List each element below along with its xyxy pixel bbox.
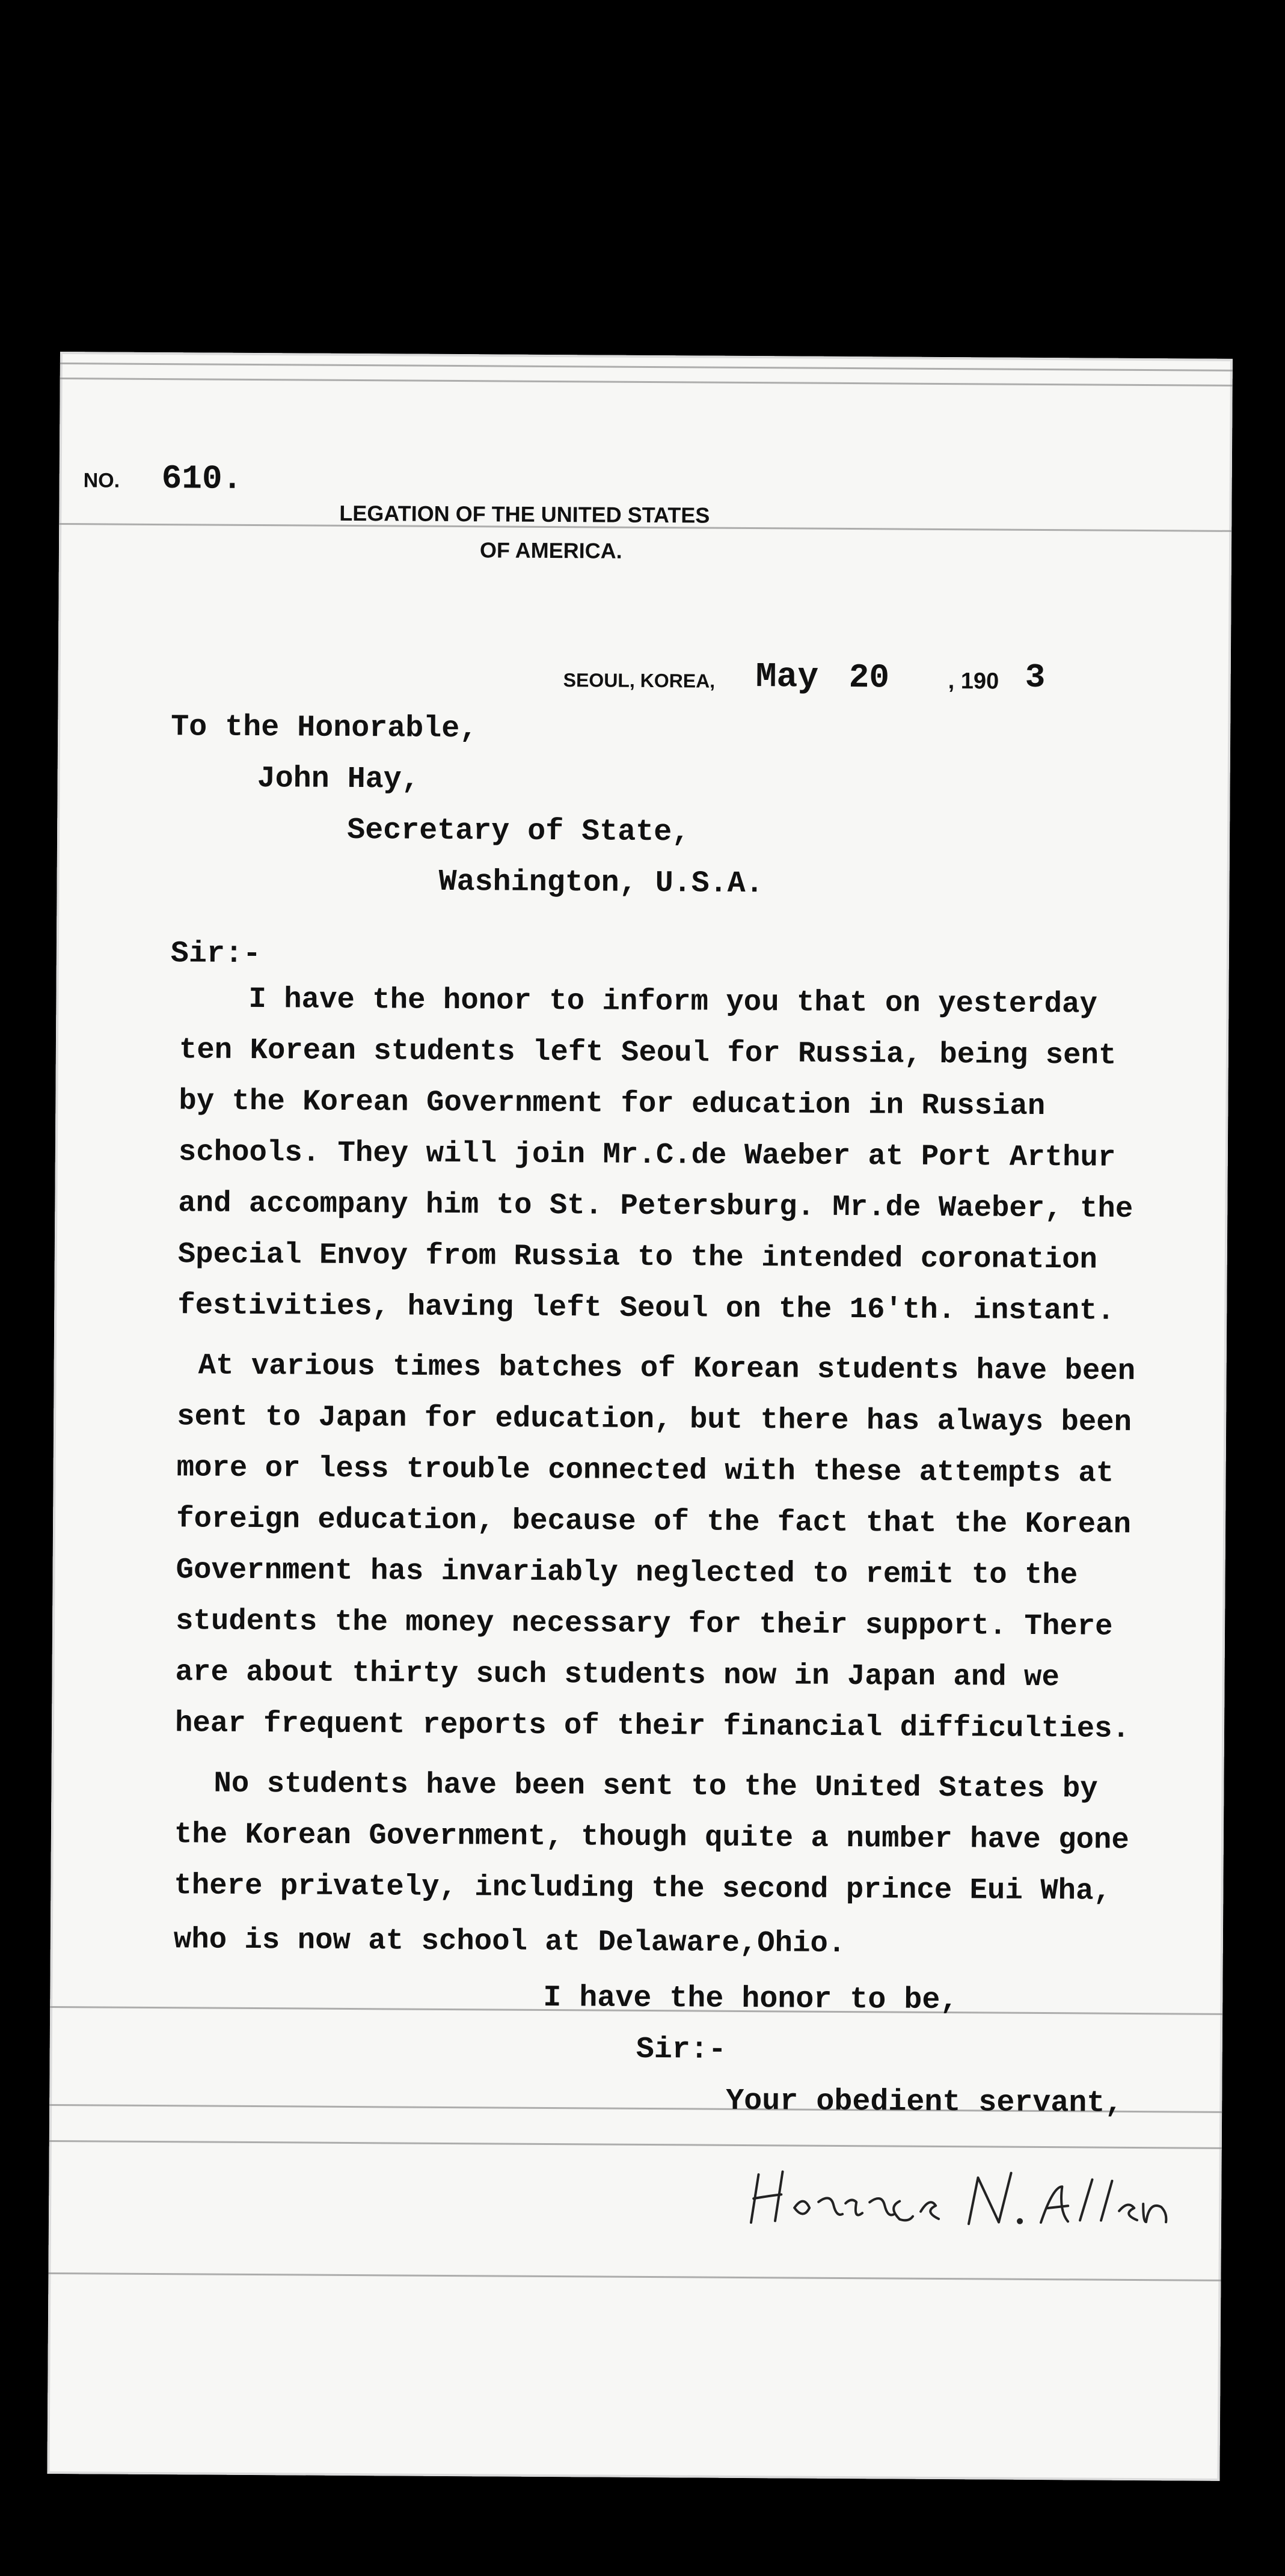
letter-number-label: NO. [83,469,120,492]
body-line: more or less trouble connected with these attempts at [176,1451,1114,1490]
letter-sheet [47,352,1233,2481]
dateline-year-prefix: , 190 [948,668,999,694]
closing-line3: Your obedient servant, [726,2084,1123,2121]
signature-handwritten [746,2165,1180,2234]
letterhead-org-line2: OF AMERICA. [479,537,622,563]
body-line: and accompany him to St. Petersburg. Mr.de Waeber, the [178,1186,1133,1226]
ruled-line [48,2272,1221,2281]
ruled-line [60,363,1233,372]
letter-number: 610. [161,459,243,498]
body-line: festivities, having left Seoul on the 16'th. instant. [177,1288,1115,1328]
body-line: are about thirty such students now in Japan and we [175,1655,1060,1695]
address-line2: John Hay, [257,762,420,797]
signature-scrawl [746,2165,1180,2234]
closing-line1: I have the honor to be, [543,1980,958,2018]
body-line: foreign education, because of the fact that the Korean [176,1502,1132,1541]
dateline-place: SEOUL, KOREA, [563,669,716,692]
dateline-day: 20 [848,658,890,697]
body-line: ten Korean students left Seoul for Russia, being sent [179,1033,1117,1072]
body-line: Government has invariably neglected to remit to the [176,1553,1078,1592]
body-line: sent to Japan for education, but there has always been [177,1400,1132,1439]
body-line: by the Korean Government for education in Russian [179,1084,1046,1124]
address-line1: To the Honorable, [171,710,478,747]
ruled-line [49,2140,1222,2149]
letterhead-org-line1: LEGATION OF THE UNITED STATES [339,500,710,528]
body-line: who is now at school at Delaware,Ohio. [173,1923,846,1961]
body-line: there privately, including the second prince Eui Wha, [174,1868,1112,1908]
closing-line2: Sir:- [636,2032,726,2067]
dateline-year-suffix: 3 [1025,658,1046,697]
body-line: I have the honor to inform you that on yesterday [248,982,1098,1021]
salutation: Sir:- [170,937,262,972]
body-line: students the money necessary for their support. There [175,1604,1113,1644]
address-line3: Secretary of State, [346,813,690,850]
dateline-month: May [755,658,819,697]
address-line4: Washington, U.S.A. [438,864,764,902]
body-line: Special Envoy from Russia to the intended coronation [177,1237,1098,1277]
body-line: No students have been sent to the United States by [213,1766,1098,1806]
body-line: the Korean Government, though quite a number have gone [174,1817,1129,1857]
body-line: At various times batches of Korean students have been [198,1348,1136,1388]
body-line: hear frequent reports of their financial difficulties. [174,1706,1130,1746]
body-line: schools. They will join Mr.C.de Waeber at Port Arthur [178,1135,1116,1175]
ruled-line [60,378,1233,387]
